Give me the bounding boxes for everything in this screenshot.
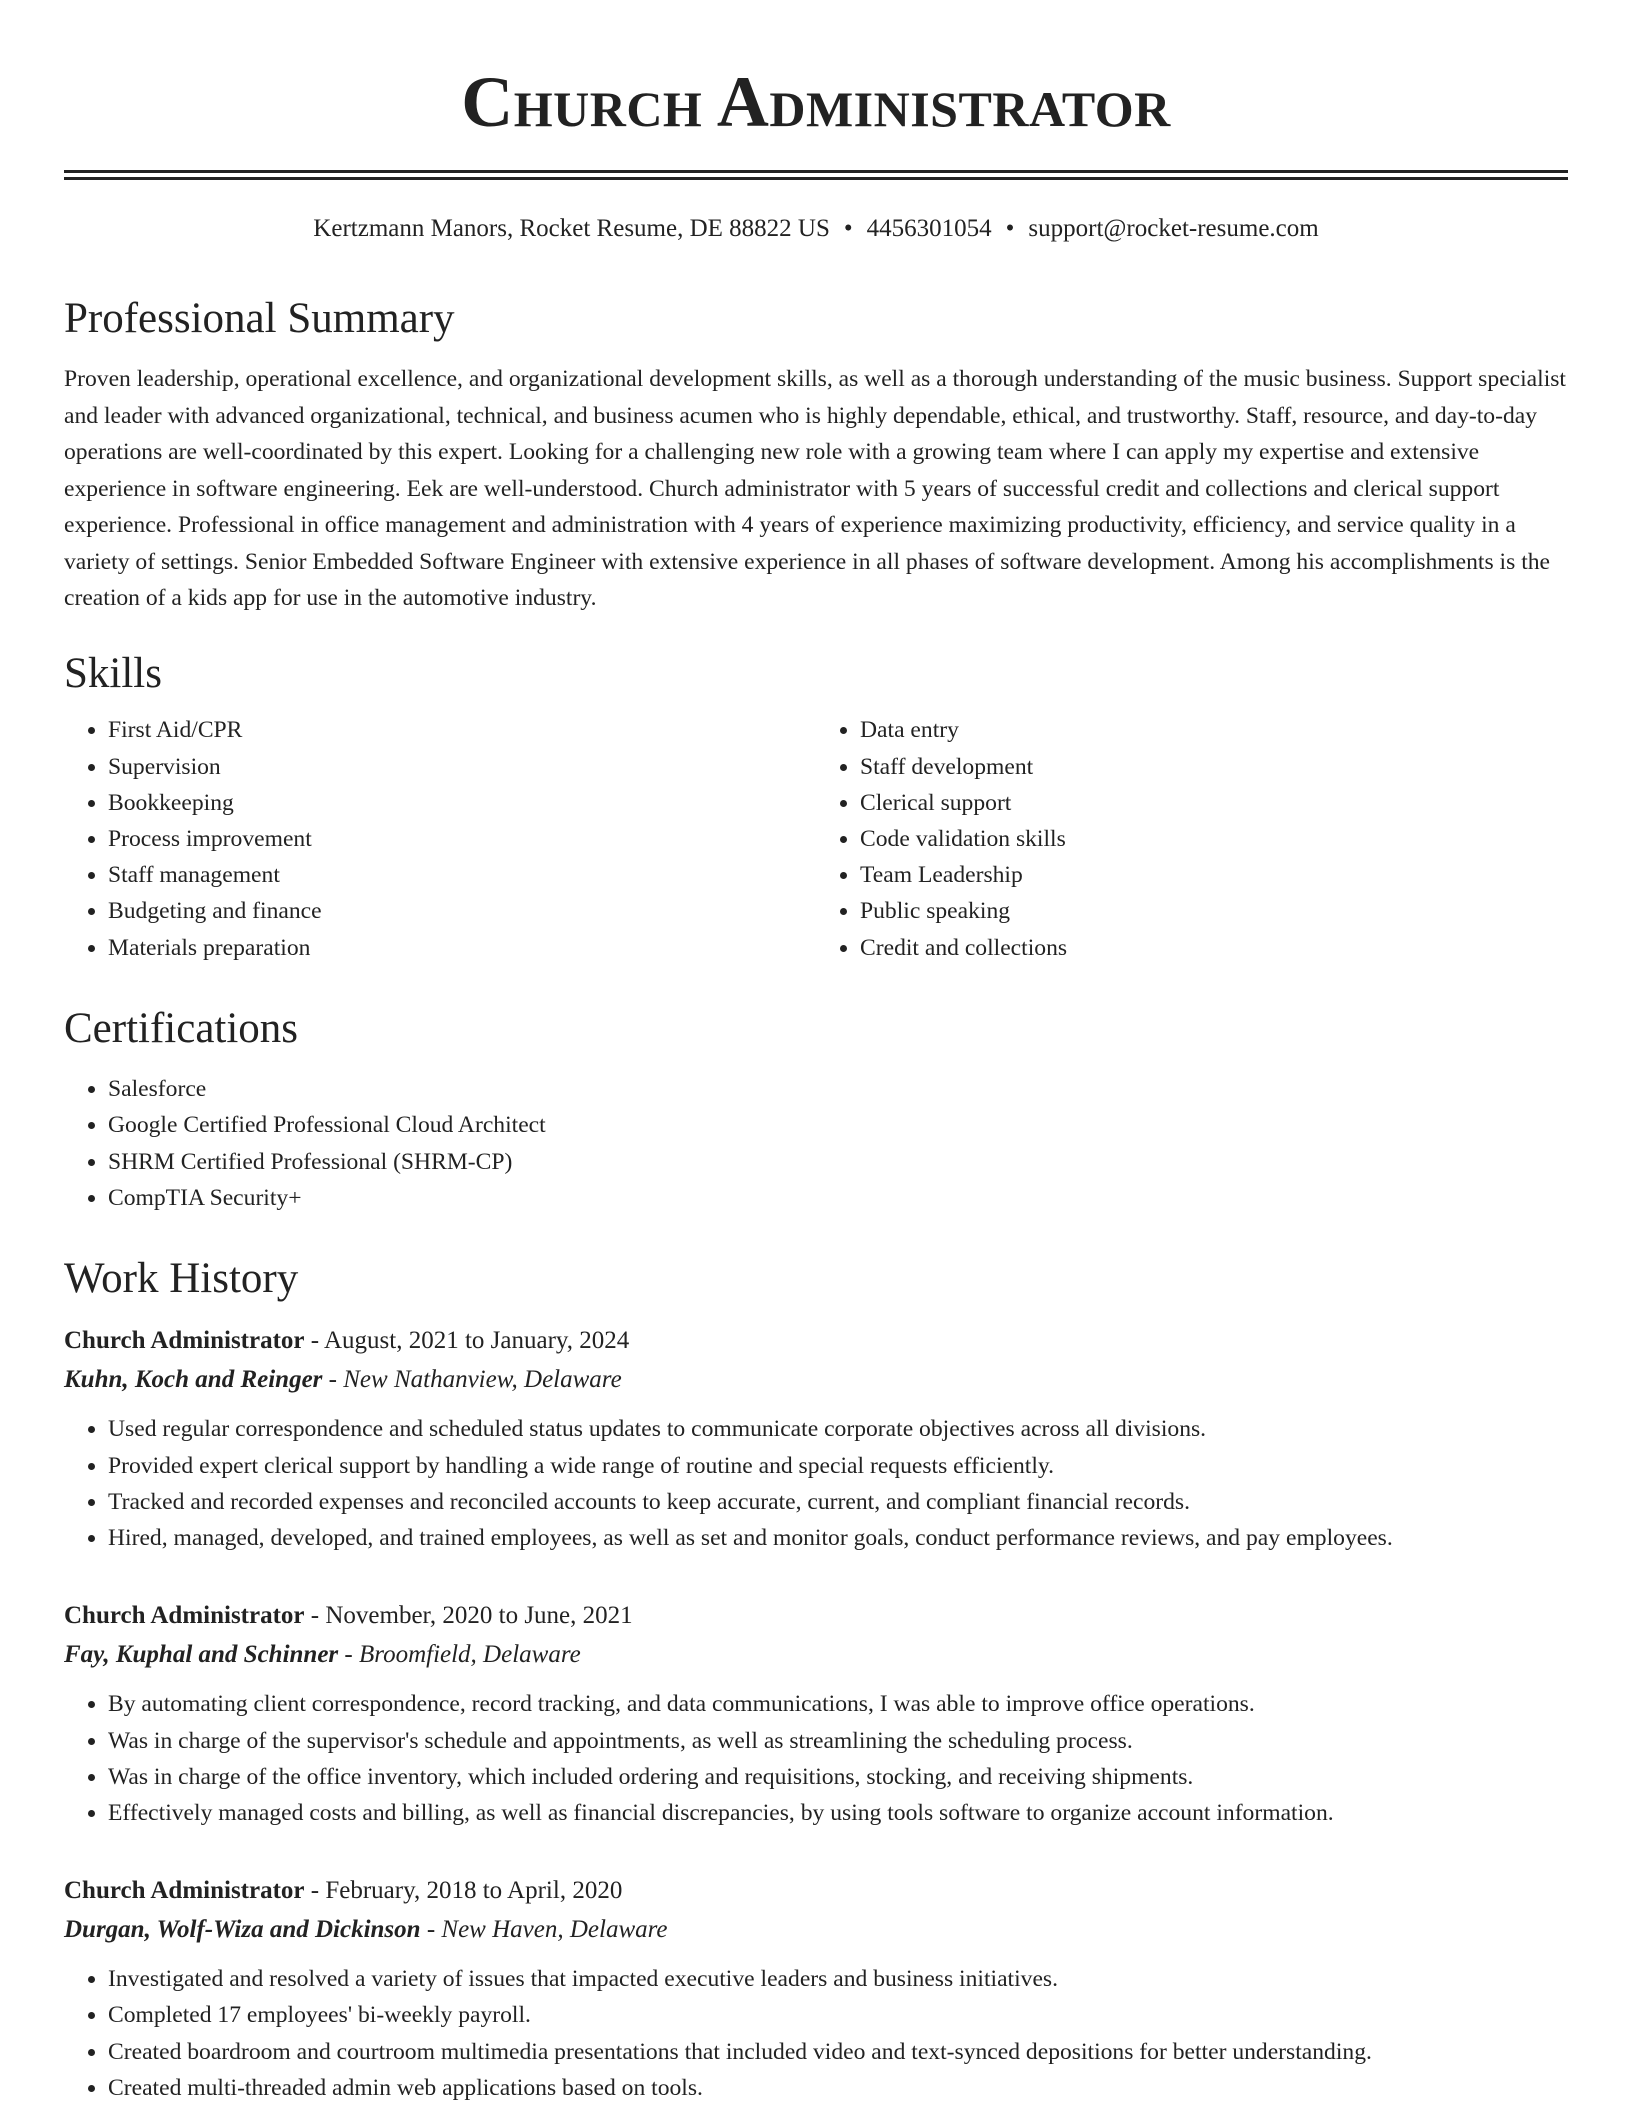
skill-item: • Data entry <box>860 712 1568 748</box>
job-bullets <box>64 1686 1568 1831</box>
dash: - <box>328 1366 337 1394</box>
skill-item: • Staff development <box>860 749 1568 785</box>
job-title-line <box>64 1596 1568 1635</box>
skill-item: • Materials preparation <box>108 930 816 966</box>
skill-item: • Staff management <box>108 857 816 893</box>
dash: - <box>426 1916 436 1944</box>
job-entry <box>64 1321 1568 1556</box>
job-company-line <box>64 1360 1568 1399</box>
contact-separator: • <box>843 215 853 242</box>
contact-phone: 4456301054 <box>866 215 992 242</box>
job-bullet: • Created boardroom and courtroom multimedia presentations that included video and text-synced depositions for better understanding. <box>108 2034 1568 2070</box>
skill-item: • Credit and collections <box>860 930 1568 966</box>
certification-item: • Salesforce <box>108 1071 1568 1107</box>
dash: - <box>344 1641 353 1669</box>
work-history-heading: Work History <box>64 1255 299 1303</box>
job-title-line <box>64 1871 1568 1910</box>
resume-page <box>64 0 1568 2106</box>
contact-line <box>64 214 1568 244</box>
skill-item: • First Aid/CPR <box>108 712 816 748</box>
skills-list-right <box>816 712 1568 965</box>
job-company-line <box>64 1910 1568 1949</box>
skills-list-left <box>64 712 816 965</box>
skill-item: • Bookkeeping <box>108 785 816 821</box>
certifications-list <box>64 1071 1568 1216</box>
skills-columns <box>64 712 1568 965</box>
dash: - <box>310 1877 320 1905</box>
job-company-line <box>64 1635 1568 1674</box>
header-double-rule <box>64 170 1568 180</box>
job-bullet: • Completed 17 employees' bi-weekly payroll. <box>108 1997 1568 2033</box>
job-bullet: • Investigated and resolved a variety of issues that impacted executive leaders and business initiatives. <box>108 1961 1568 1997</box>
contact-email: support@rocket-resume.com <box>1028 215 1319 242</box>
job-location: Broomfield, Delaware <box>359 1641 581 1669</box>
job-entry <box>64 1871 1568 2106</box>
skill-item: • Team Leadership <box>860 857 1568 893</box>
certification-item: • SHRM Certified Professional (SHRM-CP) <box>108 1144 1568 1180</box>
dash: - <box>310 1602 320 1630</box>
skill-item: • Budgeting and finance <box>108 893 816 929</box>
job-bullet: • Was in charge of the office inventory, which included ordering and requisitions, stocking, and receiving shipments. <box>108 1759 1568 1795</box>
resume-name: Church Administrator <box>461 62 1171 142</box>
job-company: Durgan, Wolf-Wiza and Dickinson <box>64 1916 421 1944</box>
certifications-heading: Certifications <box>64 1004 299 1052</box>
skills-heading: Skills <box>64 649 162 697</box>
job-bullets <box>64 1411 1568 1556</box>
contact-separator: • <box>1005 215 1015 242</box>
job-company: Fay, Kuphal and Schinner <box>64 1641 339 1669</box>
job-location: New Nathanview, Delaware <box>343 1366 622 1394</box>
job-bullets <box>64 1961 1568 2106</box>
job-company: Kuhn, Koch and Reinger <box>64 1366 323 1394</box>
job-bullet: • By automating client correspondence, record tracking, and data communications, I was able to improve office operations. <box>108 1686 1568 1722</box>
skill-item: • Code validation skills <box>860 821 1568 857</box>
job-bullet: • Used regular correspondence and scheduled status updates to communicate corporate objectives across all divisions. <box>108 1411 1568 1447</box>
job-dates: November, 2020 to June, 2021 <box>325 1602 633 1630</box>
summary-heading: Professional Summary <box>64 295 455 342</box>
job-bullet: • Effectively managed costs and billing, as well as financial discrepancies, by using tools software to organize account information. <box>108 1795 1568 1831</box>
job-bullet: • Hired, managed, developed, and trained employees, as well as set and monitor goals, conduct performance reviews, and pay employees. <box>108 1520 1568 1556</box>
contact-address: Kertzmann Manors, Rocket Resume, DE 88822 US <box>313 215 830 242</box>
job-title: Church Administrator <box>64 1602 305 1630</box>
skill-item: • Supervision <box>108 749 816 785</box>
certification-item: • Google Certified Professional Cloud Architect <box>108 1107 1568 1143</box>
job-title: Church Administrator <box>64 1877 305 1905</box>
skill-item: • Clerical support <box>860 785 1568 821</box>
job-title: Church Administrator <box>64 1327 305 1355</box>
certification-item: • CompTIA Security+ <box>108 1180 1568 1216</box>
job-bullet: • Provided expert clerical support by handling a wide range of routine and special requests efficiently. <box>108 1448 1568 1484</box>
skill-item: • Public speaking <box>860 893 1568 929</box>
job-bullet: • Created multi-threaded admin web applications based on tools. <box>108 2070 1568 2106</box>
job-location: New Haven, Delaware <box>441 1916 668 1944</box>
dash: - <box>310 1327 320 1355</box>
job-title-line <box>64 1321 1568 1360</box>
job-bullet: • Was in charge of the supervisor's schedule and appointments, as well as streamlining the scheduling process. <box>108 1723 1568 1759</box>
job-dates: August, 2021 to January, 2024 <box>323 1327 630 1355</box>
summary-text: Proven leadership, operational excellence, and organizational development skills, as well as a thorough understanding of the music business. Support specialist and leader with advanced organizational, technical, and business acumen who is highly dependable, ethical, and trustworthy. Staff, resource, and day-to-day operations are well-coordinated by this expert. Looking for a challenging new role with a growing team where I can apply my expertise and extensive experience in software engineering. Eek are well-understood. Church administrator with 5 years of successful credit and collections and clerical support experience. Professional in office management and administration with 4 years of experience maximizing productivity, efficiency, and service quality in a variety of settings. Senior Embedded Software Engineer with extensive experience in all phases of software development. Among his accomplishments is the creation of a kids app for use in the automotive industry. <box>64 366 1566 612</box>
job-bullet: • Tracked and recorded expenses and reconciled accounts to keep accurate, current, and compliant financial records. <box>108 1484 1568 1520</box>
job-dates: February, 2018 to April, 2020 <box>325 1877 623 1905</box>
job-entry <box>64 1596 1568 1831</box>
skill-item: • Process improvement <box>108 821 816 857</box>
